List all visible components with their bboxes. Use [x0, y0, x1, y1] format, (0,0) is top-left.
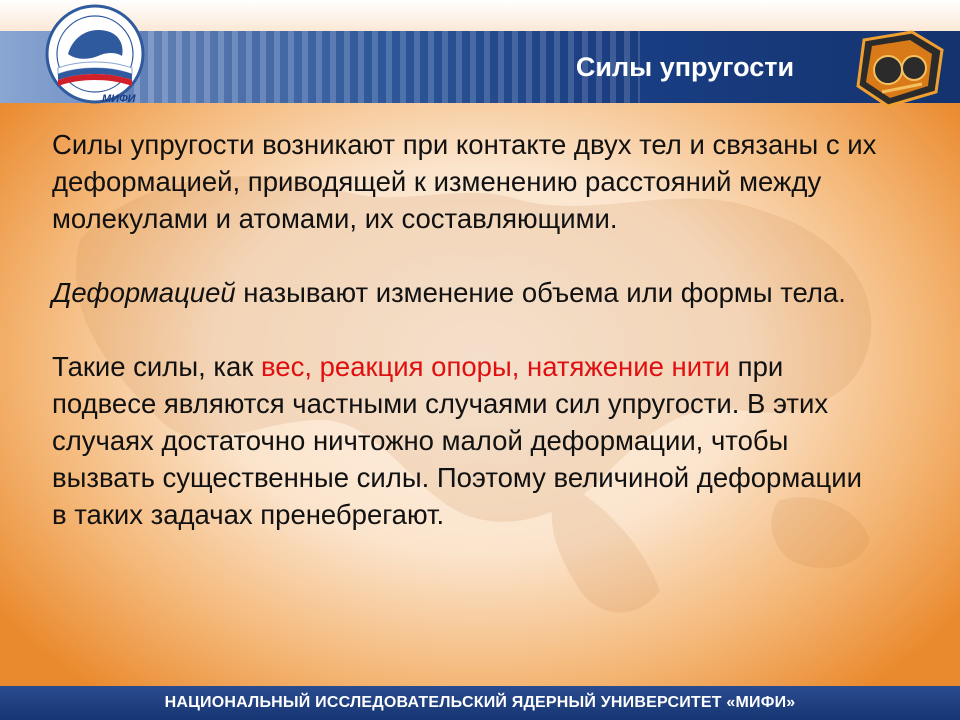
examples-rest: при подвесе являются частными случаями сил упругости. В этих случаях достаточно ничтожно малой деформации, чтобы вызвать существенные силы. Поэтому величиной деформации в таких задачах пренебрегают. [52, 351, 863, 530]
highlighted-forces: вес, реакция опоры, натяжение нити [261, 351, 731, 382]
svg-text:МИФИ: МИФИ [102, 93, 136, 105]
paragraph-elastic-forces: Силы упругости возникают при контакте двух тел и связаны с их деформацией, приводящей к изменению расстояний между молекулами и атомами, их составляющими. [52, 129, 877, 234]
slide-body [52, 126, 882, 570]
examples-intro: Такие силы, как [52, 351, 261, 382]
footer-university-name: НАЦИОНАЛЬНЫЙ ИССЛЕДОВАТЕЛЬСКИЙ ЯДЕРНЫЙ УНИВЕРСИТЕТ «МИФИ» [164, 694, 796, 711]
department-crest-icon [852, 30, 948, 108]
mephi-seal-logo [32, 2, 158, 106]
slide-title: Силы упругости [575, 52, 795, 82]
deformation-definition-text: называют изменение объема или формы тела. [235, 277, 846, 308]
paragraph-deformation-definition [52, 274, 882, 311]
term-deformation: Деформацией [52, 277, 236, 308]
paragraph-examples [52, 348, 882, 533]
